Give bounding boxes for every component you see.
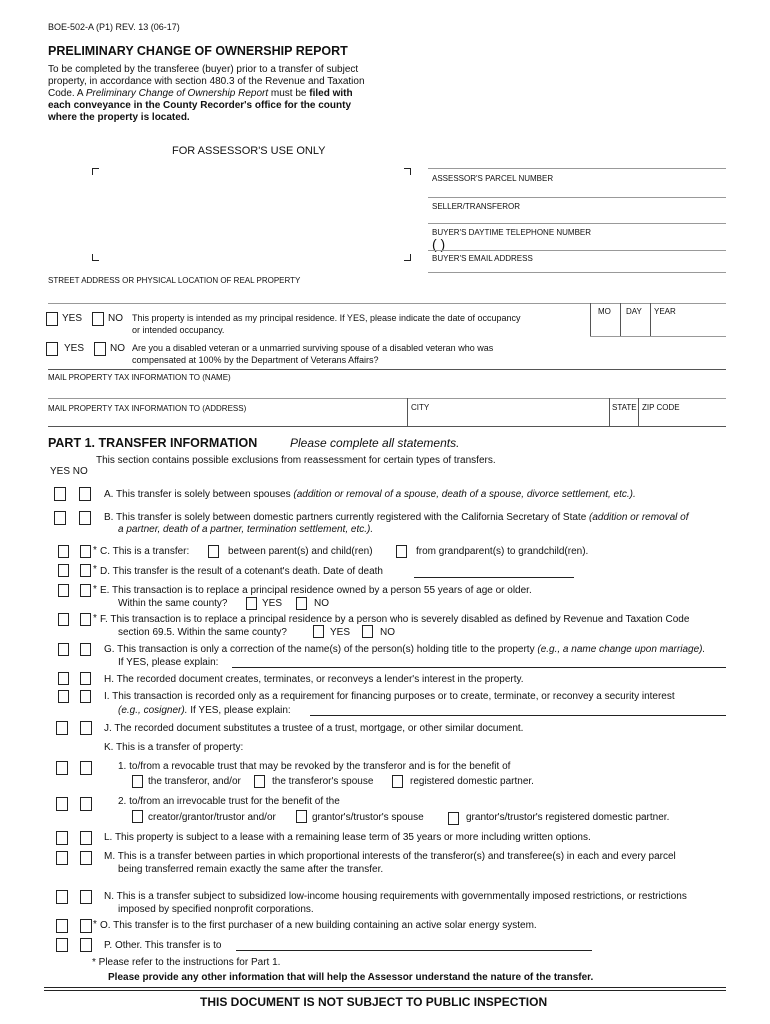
- item-k1-text: 1. to/from a revocable trust that may be revoked by the transferor and is for the benefit of: [118, 761, 511, 772]
- item-c-yes-checkbox[interactable]: [58, 545, 69, 558]
- item-k2-spouse-checkbox[interactable]: [296, 810, 307, 823]
- item-k2-no-checkbox[interactable]: [80, 797, 92, 811]
- item-f-yes-checkbox[interactable]: [58, 613, 69, 626]
- residence-yes-checkbox[interactable]: [46, 312, 58, 326]
- item-c-parent-child-checkbox[interactable]: [208, 545, 219, 558]
- corner-top-right-icon: [404, 168, 411, 175]
- item-g-no-checkbox[interactable]: [80, 643, 91, 656]
- item-k1-no-checkbox[interactable]: [80, 761, 92, 775]
- form-title: PRELIMINARY CHANGE OF OWNERSHIP REPORT: [48, 44, 348, 58]
- zip-label: ZIP CODE: [642, 403, 680, 412]
- email-label: BUYER'S EMAIL ADDRESS: [432, 254, 533, 263]
- item-k2-text: 2. to/from an irrevocable trust for the benefit of the: [118, 796, 340, 807]
- item-m-text: M. This is a transfer between parties in which proportional interests of the transferor(s) and transferee(s) in each and every parcel: [104, 851, 676, 862]
- item-e-same-county-no-checkbox[interactable]: [296, 597, 307, 610]
- item-f-text: F. This transaction is to replace a principal residence by a person who is severely disabled as defined by Revenue and Taxation Code: [100, 614, 690, 625]
- item-f-same-county-yes-checkbox[interactable]: [313, 625, 324, 638]
- item-b-no-checkbox[interactable]: [79, 511, 91, 525]
- item-p-no-checkbox[interactable]: [80, 938, 92, 952]
- item-j-text: J. The recorded document substitutes a trustee of a trust, mortgage, or other similar document.: [104, 723, 524, 734]
- item-o-yes-checkbox[interactable]: [56, 919, 68, 933]
- mail-name-field[interactable]: [48, 398, 726, 399]
- item-a-no-checkbox[interactable]: [79, 487, 91, 501]
- residence-question: This property is intended as my principal residence. If YES, please indicate the date of occupancy: [132, 313, 521, 323]
- item-h-yes-checkbox[interactable]: [58, 672, 69, 685]
- corner-top-left-icon: [92, 168, 99, 175]
- item-f-same-county-no-checkbox[interactable]: [362, 625, 373, 638]
- seller-field[interactable]: [428, 223, 726, 224]
- item-c-grandparent-checkbox[interactable]: [396, 545, 407, 558]
- item-n-no-checkbox[interactable]: [80, 890, 92, 904]
- mail-address-field[interactable]: [48, 426, 726, 427]
- part1-heading: PART 1. TRANSFER INFORMATION: [48, 436, 258, 450]
- item-j-no-checkbox[interactable]: [80, 721, 92, 735]
- street-address-label: STREET ADDRESS OR PHYSICAL LOCATION OF REAL PROPERTY: [48, 276, 301, 285]
- yes-no-header: YES NO: [50, 466, 88, 477]
- item-m-no-checkbox[interactable]: [80, 851, 92, 865]
- item-p-other-field[interactable]: [236, 950, 592, 951]
- email-field[interactable]: [428, 272, 726, 273]
- city-label: CITY: [411, 403, 430, 412]
- item-o-text: O. This transfer is to the first purchaser of a new building containing an active solar energy system.: [100, 920, 537, 931]
- item-o-no-checkbox[interactable]: [80, 919, 92, 933]
- item-a-text: A. This transfer is solely between spouses (addition or removal of a spouse, death of a spouse, divorce settlement, etc.).: [104, 489, 636, 500]
- item-k-text: K. This is a transfer of property:: [104, 742, 244, 753]
- item-d-no-checkbox[interactable]: [80, 564, 91, 577]
- item-b-yes-checkbox[interactable]: [54, 511, 66, 525]
- part1-subheading: Please complete all statements.: [290, 436, 460, 450]
- month-label: MO: [598, 307, 611, 316]
- item-m-yes-checkbox[interactable]: [56, 851, 68, 865]
- item-g-text: G. This transaction is only a correction of the name(s) of the person(s) holding title to the property (e.g., a name change upon marriage).: [104, 644, 706, 655]
- phone-field[interactable]: [428, 250, 726, 251]
- parcel-number-field[interactable]: [428, 197, 726, 198]
- item-a-yes-checkbox[interactable]: [54, 487, 66, 501]
- item-j-yes-checkbox[interactable]: [56, 721, 68, 735]
- item-h-text: H. The recorded document creates, terminates, or reconveys a lender's interest in the property.: [104, 674, 524, 685]
- parcel-number-label: ASSESSOR'S PARCEL NUMBER: [432, 174, 554, 183]
- item-k1-yes-checkbox[interactable]: [56, 761, 68, 775]
- footer-notice: THIS DOCUMENT IS NOT SUBJECT TO PUBLIC INSPECTION: [200, 995, 548, 1009]
- item-d-yes-checkbox[interactable]: [58, 564, 69, 577]
- item-n-text: N. This is a transfer subject to subsidized low-income housing requirements with governmentally imposed restrictions, or restrictions: [104, 891, 687, 902]
- item-l-no-checkbox[interactable]: [80, 831, 92, 845]
- phone-label: BUYER'S DAYTIME TELEPHONE NUMBER: [432, 228, 592, 237]
- item-e-yes-checkbox[interactable]: [58, 584, 69, 597]
- item-l-yes-checkbox[interactable]: [56, 831, 68, 845]
- part1-description: This section contains possible exclusions from reassessment for certain types of transfers.: [96, 455, 496, 466]
- veteran-question: Are you a disabled veteran or a unmarried surviving spouse of a disabled veteran who was: [132, 343, 494, 353]
- item-n-yes-checkbox[interactable]: [56, 890, 68, 904]
- corner-bottom-left-icon: [92, 254, 99, 261]
- assessor-use-label: FOR ASSESSOR'S USE ONLY: [172, 145, 326, 157]
- item-k2-yes-checkbox[interactable]: [56, 797, 68, 811]
- footnote: * Please refer to the instructions for Part 1.: [92, 957, 281, 968]
- residence-no-checkbox[interactable]: [92, 312, 104, 326]
- item-e-no-checkbox[interactable]: [80, 584, 91, 597]
- item-i-explain-field[interactable]: [310, 715, 726, 716]
- street-address-field[interactable]: [48, 303, 726, 304]
- year-label: YEAR: [654, 307, 676, 316]
- item-e-same-county-yes-checkbox[interactable]: [246, 597, 257, 610]
- form-id: BOE-502-A (P1) REV. 13 (06-17): [48, 22, 180, 32]
- item-h-no-checkbox[interactable]: [80, 672, 91, 685]
- item-c-no-checkbox[interactable]: [80, 545, 91, 558]
- occupancy-date-field[interactable]: [590, 336, 726, 337]
- item-f-no-checkbox[interactable]: [80, 613, 91, 626]
- item-p-text: P. Other. This transfer is to: [104, 940, 222, 951]
- item-i-no-checkbox[interactable]: [80, 690, 91, 703]
- item-d-text: D. This transfer is the result of a cotenant's death. Date of death: [100, 566, 383, 577]
- item-b-text: B. This transfer is solely between domestic partners currently registered with the California Secretary of State (addition or removal of: [104, 512, 689, 523]
- item-p-yes-checkbox[interactable]: [56, 938, 68, 952]
- death-date-field[interactable]: [414, 577, 574, 578]
- mail-address-label: MAIL PROPERTY TAX INFORMATION TO (ADDRESS): [48, 404, 247, 413]
- item-k1-spouse-checkbox[interactable]: [254, 775, 265, 788]
- corner-bottom-right-icon: [404, 254, 411, 261]
- day-label: DAY: [626, 307, 642, 316]
- item-g-explain-field[interactable]: [232, 667, 726, 668]
- state-label: STATE: [612, 403, 637, 412]
- item-k1-transferor-checkbox[interactable]: [132, 775, 143, 788]
- additional-info-note: Please provide any other information that will help the Assessor understand the nature of the transfer.: [108, 972, 594, 983]
- item-i-text: I. This transaction is recorded only as a requirement for financing purposes or to create, terminate, or reconvey a security interest: [104, 691, 675, 702]
- veteran-yes-checkbox[interactable]: [46, 342, 58, 356]
- item-l-text: L. This property is subject to a lease with a remaining lease term of 35 years or more including written options.: [104, 832, 591, 843]
- item-k1-partner-checkbox[interactable]: [392, 775, 403, 788]
- item-k2-creator-checkbox[interactable]: [132, 810, 143, 823]
- phone-parens: ( ): [432, 236, 446, 252]
- item-g-yes-checkbox[interactable]: [58, 643, 69, 656]
- item-i-yes-checkbox[interactable]: [58, 690, 69, 703]
- item-e-text: E. This transaction is to replace a principal residence owned by a person 55 years of age or older.: [100, 585, 532, 596]
- veteran-no-checkbox[interactable]: [94, 342, 106, 356]
- item-k2-partner-checkbox[interactable]: [448, 812, 459, 825]
- mail-name-label: MAIL PROPERTY TAX INFORMATION TO (NAME): [48, 373, 231, 382]
- item-c-text: C. This is a transfer:: [100, 546, 190, 557]
- seller-label: SELLER/TRANSFEROR: [432, 202, 521, 211]
